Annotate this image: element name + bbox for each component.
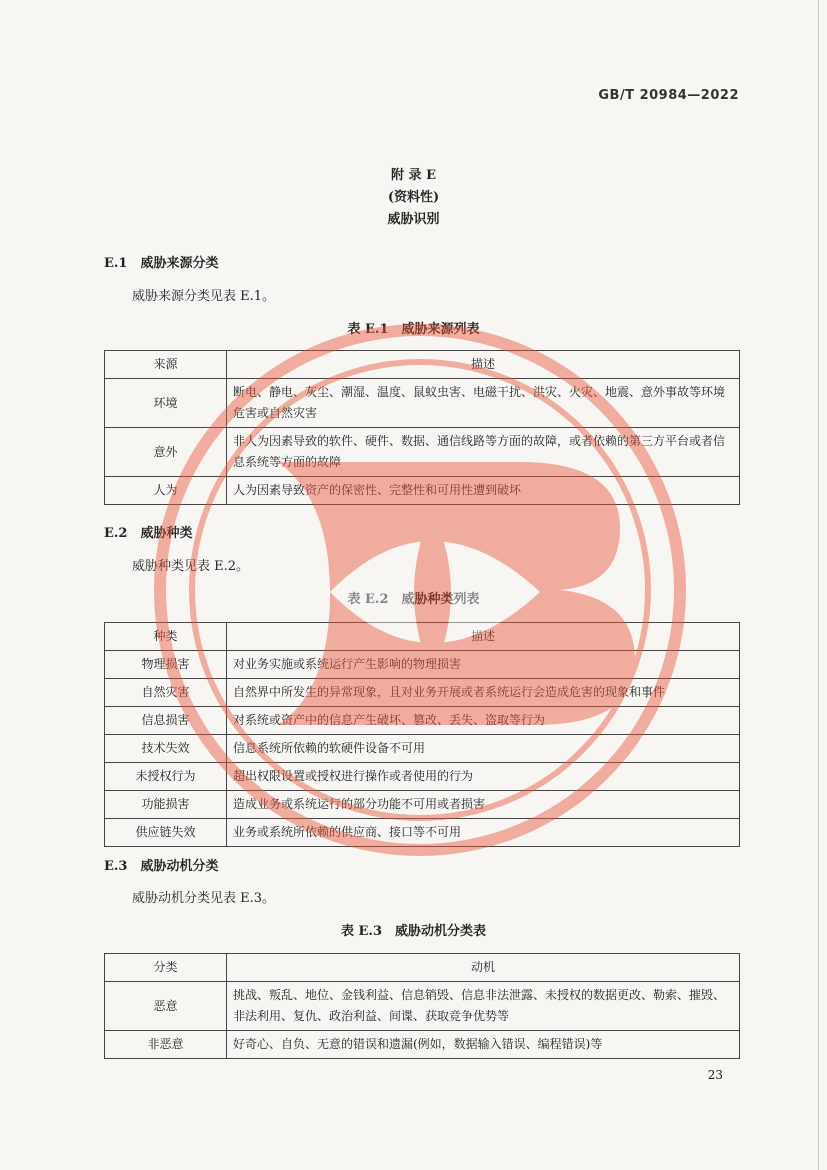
section-e3-heading: E.3 威胁动机分类 — [104, 859, 219, 874]
table-cell: 恶意 — [105, 982, 227, 1031]
column-header: 描述 — [227, 351, 740, 379]
table-row — [105, 428, 740, 477]
table-header-row — [105, 954, 740, 982]
appendix-title: 附 录 E — [391, 168, 436, 183]
table-e3-caption: 表 E.3 威胁动机分类表 — [340, 924, 486, 939]
column-header: 描述 — [227, 623, 740, 651]
table-cell: 意外 — [105, 428, 227, 477]
table-cell: 挑战、叛乱、地位、金钱利益、信息销毁、信息非法泄露、未授权的数据更改、勒索、摧毁、非法利用、复仇、政治利益、间谍、获取竞争优势等 — [227, 982, 740, 1031]
table-cell: 物理损害 — [105, 651, 227, 679]
table-cell: 好奇心、自负、无意的错误和遗漏(例如，数据输入错误、编程错误)等 — [227, 1031, 740, 1059]
standard-number: GB/T 20984—2022 — [598, 88, 739, 103]
table-header-row — [105, 351, 740, 379]
section-e1-heading: E.1 威胁来源分类 — [104, 256, 219, 271]
table-cell: 非人为因素导致的软件、硬件、数据、通信线路等方面的故障，或者依赖的第三方平台或者信息系统等方面的故障 — [227, 428, 740, 477]
column-header: 分类 — [105, 954, 227, 982]
table-cell: 超出权限设置或授权进行操作或者使用的行为 — [227, 763, 740, 791]
table-row — [105, 707, 740, 735]
table-row — [105, 791, 740, 819]
section-e3-text: 威胁动机分类见表 E.3。 — [132, 891, 276, 906]
table-row — [105, 982, 740, 1031]
table-row — [105, 477, 740, 505]
table-cell: 对业务实施或系统运行产生影响的物理损害 — [227, 651, 740, 679]
table-row — [105, 379, 740, 428]
appendix-name: 威胁识别 — [387, 212, 440, 227]
appendix-type: (资料性) — [387, 190, 440, 205]
table-cell: 造成业务或系统运行的部分功能不可用或者损害 — [227, 791, 740, 819]
section-e2-text: 威胁种类见表 E.2。 — [132, 559, 250, 574]
table-cell: 未授权行为 — [105, 763, 227, 791]
column-header: 种类 — [105, 623, 227, 651]
column-header: 动机 — [227, 954, 740, 982]
table-cell: 断电、静电、灰尘、潮湿、温度、鼠蚁虫害、电磁干扰、洪灾、火灾、地震、意外事故等环境危害或自然灾害 — [227, 379, 740, 428]
table-row — [105, 651, 740, 679]
table-cell: 人为因素导致资产的保密性、完整性和可用性遭到破坏 — [227, 477, 740, 505]
table-cell: 技术失效 — [105, 735, 227, 763]
table-cell: 自然界中所发生的异常现象，且对业务开展或者系统运行会造成危害的现象和事件 — [227, 679, 740, 707]
table-row — [105, 679, 740, 707]
table-cell: 供应链失效 — [105, 819, 227, 847]
table-e1 — [104, 350, 740, 505]
column-header: 来源 — [105, 351, 227, 379]
section-e2-heading: E.2 威胁种类 — [104, 526, 193, 541]
table-cell: 信息损害 — [105, 707, 227, 735]
table-cell: 业务或系统所依赖的供应商、接口等不可用 — [227, 819, 740, 847]
table-cell: 功能损害 — [105, 791, 227, 819]
table-e3 — [104, 953, 740, 1059]
table-e2-caption: 表 E.2 威胁种类列表 — [347, 592, 480, 607]
table-cell: 非恶意 — [105, 1031, 227, 1059]
table-cell: 对系统或资产中的信息产生破坏、篡改、丢失、盗取等行为 — [227, 707, 740, 735]
table-cell: 自然灾害 — [105, 679, 227, 707]
table-cell: 环境 — [105, 379, 227, 428]
table-header-row — [105, 623, 740, 651]
page-number: 23 — [707, 1068, 723, 1082]
table-row — [105, 735, 740, 763]
table-row — [105, 819, 740, 847]
table-e2 — [104, 622, 740, 847]
table-cell: 信息系统所依赖的软硬件设备不可用 — [227, 735, 740, 763]
table-cell: 人为 — [105, 477, 227, 505]
section-e1-text: 威胁来源分类见表 E.1。 — [132, 289, 276, 304]
table-row — [105, 1031, 740, 1059]
table-row — [105, 763, 740, 791]
table-e1-caption: 表 E.1 威胁来源列表 — [347, 322, 480, 337]
